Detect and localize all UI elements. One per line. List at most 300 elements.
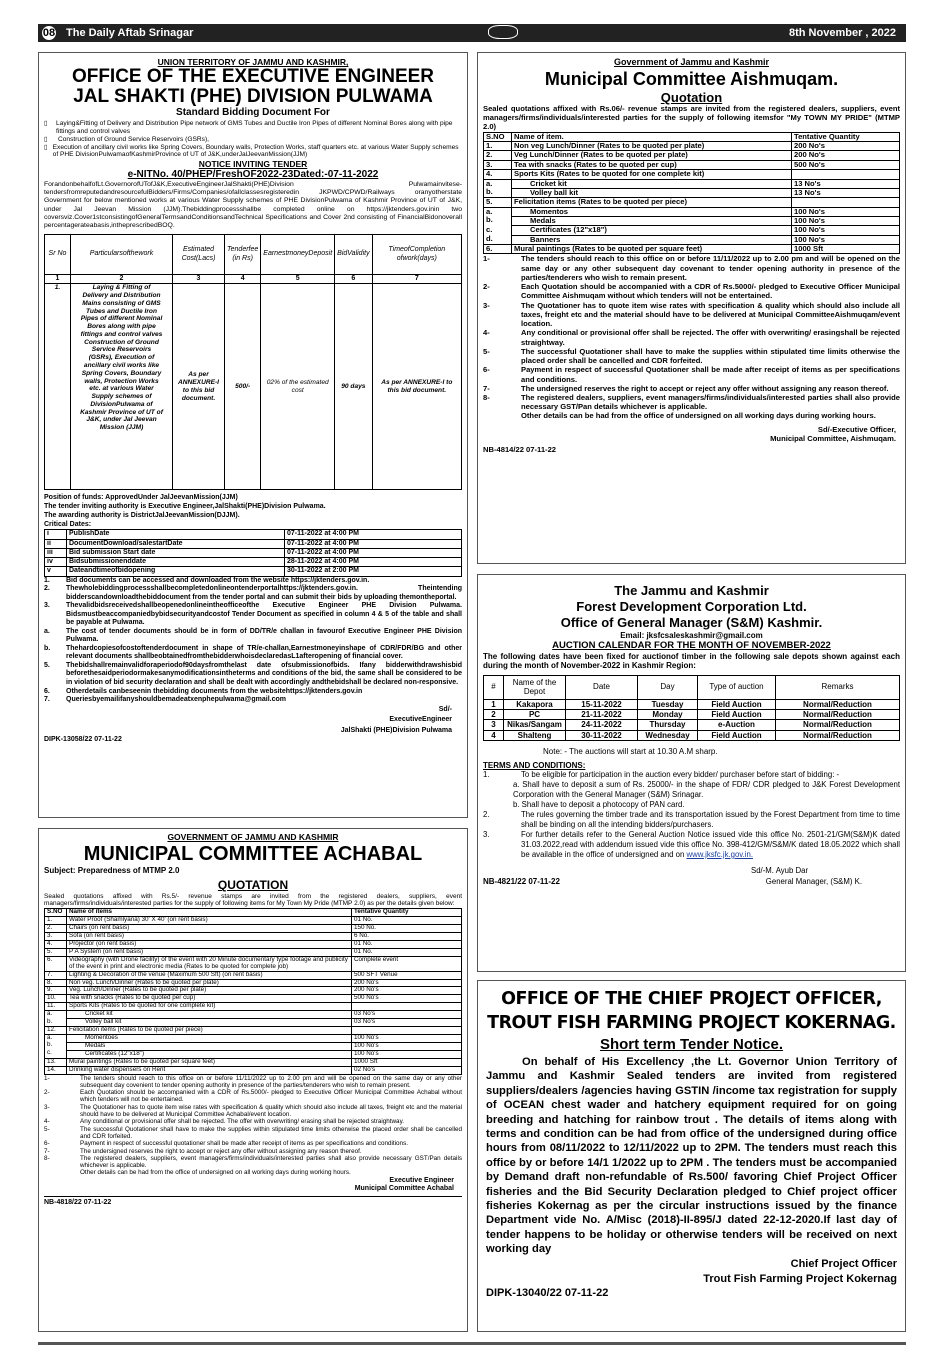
item-num: 5. (45, 948, 67, 956)
cond-num: b. (44, 644, 51, 652)
condition-item (483, 384, 900, 393)
item-name: Medals (67, 1042, 352, 1050)
item-num: 11. (45, 1003, 67, 1011)
item-row (484, 170, 900, 179)
cell-validity: 90 days (335, 284, 372, 490)
auction-cell: e-Auction (698, 720, 776, 730)
item-num: 3. (45, 932, 67, 940)
item-name: Momentoes (67, 1034, 352, 1042)
item-name: Felicitation items (Rates to be quoted per piece) (512, 198, 792, 207)
item-name: Volley ball kit (512, 188, 792, 197)
date-value: 30-11-2022 at 2:00 PM (285, 567, 462, 576)
cond-text: Payment in respect of successful Quotationer shall be made after receipt of items as per specifications and conditions. (521, 365, 900, 384)
auction-cell: 15-11-2022 (566, 699, 638, 709)
aishmuqam-title: Municipal Committee Aishmuqam. (544, 68, 839, 89)
critical-dates-table (44, 529, 462, 576)
item-name: Cricket kit (67, 1011, 352, 1019)
auction-cell: 3 (484, 720, 504, 730)
auction-cell: 24-11-2022 (566, 720, 638, 730)
auction-cell: Thursday (638, 720, 698, 730)
sign-line: Sd/-Executive Officer, (817, 425, 896, 435)
bottom-rule (38, 1342, 906, 1345)
col-header: S.NO (45, 909, 67, 917)
item-num: a. (484, 179, 512, 188)
auction-row (484, 699, 900, 709)
cond-text: The undersigned reserves the right to accept or reject any offer without assigning any reason thereof. (521, 383, 889, 393)
auction-cell: Normal/Reduction (776, 720, 900, 730)
trout-title-1: OFFICE OF THE CHIEF PROJECT OFFICER, (501, 989, 882, 1009)
date-value: 28-11-2022 at 4:00 PM (285, 558, 462, 567)
item-num: a. (45, 1034, 67, 1042)
condition-item (44, 1089, 462, 1104)
cell-emd: 02% of the estimated cost (261, 284, 335, 490)
item-name: Sofa (on rent basis) (67, 932, 352, 940)
col-number: 2 (71, 275, 173, 284)
cond-text: Payment in respect of successful quotationer shall be made after receipt of items as per specifications and conditions. (80, 1140, 408, 1148)
item-num: 2. (45, 925, 67, 933)
cond-num: 8- (483, 393, 490, 403)
achabal-gov: GOVERNMENT OF JAMMU AND KASHMIR (167, 832, 339, 842)
sign-line: Executive Engineer (389, 1176, 454, 1184)
cond-num: 2. (483, 810, 490, 820)
condition-item (44, 1155, 462, 1170)
auction-cell: PC (504, 709, 566, 719)
cond-num: 6. (44, 687, 50, 695)
issue-date: 8th November , 2022 (789, 26, 896, 39)
item-name: Cricket kit (512, 179, 792, 188)
cond-num: 3. (483, 829, 490, 839)
auction-cell: 1 (484, 699, 504, 709)
auction-cell: Monday (638, 709, 698, 719)
cond-num: 8- (44, 1154, 50, 1162)
cond-num: 1- (483, 254, 490, 264)
sign-line: Sd/-M. Ayub Dar (751, 865, 809, 875)
cond-num: 2. (44, 585, 50, 593)
trout-title-2: TROUT FISH FARMING PROJECT KOKERNAG. (487, 1013, 896, 1033)
item-name: Tea with snacks (Rates to be quoted per cup) (512, 160, 792, 169)
phe-ref: DIPK-13058/22 07-11-22 (44, 736, 122, 744)
col-header: Name of item. (512, 132, 792, 141)
sign-line: Chief Project Officer (790, 1257, 897, 1270)
auction-table (483, 675, 900, 742)
item-qty: 500 No's (792, 160, 900, 169)
item-name: Medals (512, 216, 792, 225)
item-qty: 100 No's (792, 216, 900, 225)
item-num: 3. (484, 160, 512, 169)
forest-ref: NB-4821/22 07-11-22 (483, 876, 560, 886)
aishmuqam-other: Other details can be had from the office of undersigned on all working days during working hours. (521, 410, 876, 420)
item-num: 4. (45, 940, 67, 948)
forest-email: Email: jksfcsaleskashmir@gmail.com (620, 631, 763, 640)
date-label: Bidsubmissionenddate (67, 558, 285, 567)
cell-particulars: Laying & Fitting of Delivery and Distribution Mains consisting of GMS Tubes and Ductile Iron Pipes of different Nominal Bores along with pipe fittings and control valves Construction of Ground Service Reservoirs (GSRs), Execution of ancillary civil works like Spring Covers, Boundary walls, Protection Works etc. at various Water Supply schemes of DivisionPulwama of Kashmir Province of UT of J&K, under Jal Jeevan Mission (JJM) (71, 284, 173, 490)
auction-row (484, 709, 900, 719)
item-name: Water Proof (Shamlyana) 30' X 40' (on rent basis) (67, 917, 352, 925)
item-qty: 02 No's (352, 1066, 462, 1074)
item-qty: 03 No's (352, 1019, 462, 1027)
item-row (45, 1034, 462, 1042)
cond-num: 4- (44, 1118, 50, 1126)
auction-cell: Field Auction (698, 709, 776, 719)
auction-cell: Kakapora (504, 699, 566, 709)
col-header: Tentative Quantity (352, 909, 462, 917)
date-label: PublishDate (67, 530, 285, 539)
col-header: Remarks (776, 675, 900, 699)
condition-item (483, 282, 900, 301)
cond-num: 7. (44, 696, 50, 704)
item-name: Momentos (512, 207, 792, 216)
achabal-items-table (44, 908, 462, 1074)
awarding-authority: The awarding authority is DistrictJalJeevanMission(DJJM). (44, 511, 240, 519)
achabal-quotation-label: QUOTATION (217, 878, 289, 893)
col-number: 1 (45, 275, 71, 284)
date-value: 07-11-2022 at 4:00 PM (285, 548, 462, 557)
cond-text: Otherdetails canbeseenin thebidding documents from the websitehttps://jktenders.gov.in (66, 687, 363, 695)
condition-item (44, 1140, 462, 1147)
item-name: Mural paintings (Rates to be quoted per square feet) (512, 244, 792, 253)
col-header: Estimated Cost(Lacs) (173, 235, 225, 275)
auction-cell: 2 (484, 709, 504, 719)
col-number: 5 (261, 275, 335, 284)
date-value: 07-11-2022 at 4:00 PM (285, 539, 462, 548)
phe-pulwama-tender-ad (38, 52, 468, 818)
item-num: 8. (45, 979, 67, 987)
date-row (45, 548, 462, 557)
condition-item (483, 365, 900, 384)
date-index: i (45, 530, 67, 539)
item-name: Veg Lunch/Dinner (Rates to be quoted per plate) (512, 151, 792, 160)
item-qty: 6 No. (352, 932, 462, 940)
date-label: Bid submission Start date (67, 548, 285, 557)
item-num: c. (45, 1050, 67, 1058)
cond-text: The tenders should reach to this office on or before 11/11/2022 up to 2.00 pm and will be opened on the same day or any other subsequent day covenant to tender opening authority in presence of the parties/tenderers who wish to remain present. (521, 254, 900, 282)
item-row (484, 151, 900, 160)
sign-line: JalShakti (PHE)Division Pulwama (340, 726, 452, 734)
auction-cell: 4 (484, 730, 504, 740)
col-header: S.NO (484, 132, 512, 141)
date-row (45, 567, 462, 576)
aishmuqam-signature (483, 426, 900, 444)
trout-title-3: Short term Tender Notice. (599, 1036, 784, 1053)
item-num: 1. (45, 917, 67, 925)
trout-body: On behalf of His Excellency ,the Lt. Governor Union Territory of Jammu and Kashmir Sealed tenders are invited from registered suppliers/dealers /agencies having GSTIN /income tax registration for supply of OCEAN chest wader and hatchery equipment required for on going breeding and hatching for rainbow trout . The details of items along with terms and condition can be had from office of the undersigned during office hours from 08/11/2022 to 12/11/2022 up to 2PM. The tenders must reach this office by or before 14/1 1/2022 up to 2PM . The tenders must be accompanied by Demand draft non-refundable of Rs.500/ favoring Chief Project Officer fisheries and the Bid Security Declaration pledged to Chief project officer fisheries Kokernag as per the circular instructions issued by the finance Department vide No. A/Misc (2018)-II-895/J dated 22-12-2020.If last day of tender happens to be holiday or otherwise tenders will be received on next working day (486, 1056, 897, 1256)
item-num: 7. (45, 971, 67, 979)
auction-cell: Normal/Reduction (776, 709, 900, 719)
item-qty: 01 No. (352, 948, 462, 956)
item-row (45, 1066, 462, 1074)
col-header: Tenderfee (in Rs) (225, 235, 261, 275)
cond-text: The registered dealers, suppliers, event managers/firms/individuals/interested parties shall also provide necessary GST/Pan details whichever is applicable. (80, 1154, 462, 1170)
cell-sr: 1. (45, 284, 71, 490)
item-qty: 500 SFT Venue (352, 971, 462, 979)
item-name: Drinking water dispensers on Rent (67, 1066, 352, 1074)
date-row (45, 539, 462, 548)
item-name: Veg. Lunch/Dinner (Rates to be quoted per plate) (67, 987, 352, 995)
item-name: Videography (with Drone facility) of the event with 20 Minute documentary type footage and publicity of the event in print and electronic media (Rates to be quoted for complete job) (67, 956, 352, 971)
date-label: Dateandtimeofbidopening (67, 567, 285, 576)
cond-num: 6- (44, 1140, 50, 1148)
item-name: Volley ball kit (67, 1019, 352, 1027)
item-name: Projector (on rent basis) (67, 940, 352, 948)
item-num: 2. (484, 151, 512, 160)
item-qty: 150 No. (352, 925, 462, 933)
works-table (44, 234, 462, 490)
date-index: iii (45, 548, 67, 557)
condition-item (483, 347, 900, 366)
date-label: DocumentDownload/salestartDate (67, 539, 285, 548)
achabal-title: MUNICIPAL COMMITTEE ACHABAL (83, 843, 423, 866)
sign-line: Municipal Committee Achabal (354, 1185, 454, 1193)
item-row (484, 179, 900, 188)
item-qty: 500 No's (352, 995, 462, 1003)
item-num: a. (45, 1011, 67, 1019)
auction-calendar-title: AUCTION CALENDAR FOR THE MONTH OF NOVEMBER-2022 (552, 640, 831, 652)
item-name: Certificates (12"x18") (512, 226, 792, 235)
item-name: Sports Kits (Rates to be quoted for one complete kit) (67, 1003, 352, 1011)
cond-num: 1. (483, 770, 490, 780)
item-num: b. (484, 216, 512, 225)
cond-text: Queriesbyemailifanyshouldbemadeatxenphepulwama@gmail.com (66, 696, 287, 704)
cond-text: For further details refer to the General Auction Notice issued vide this office No. 2501-21/GM(S&M)K dated 31.03.2022,read with addendum issued vide this office No. 398-412/GM/S&M/K dated 18.05.2022 which shall be available in the office of undersigned and on (521, 829, 900, 859)
col-number: 4 (225, 275, 261, 284)
cond-num: a. (44, 627, 50, 635)
aishmuqam-items-table (483, 132, 900, 254)
item-qty: 100 No's (352, 1050, 462, 1058)
bullet-item: Laying&Fitting of Delivery and Distribution Pipe network of GMS Tubes and Ductile Iron Pipes of different Nominal Bores along with pipe fittings and control valves (56, 119, 453, 135)
jksfc-website-link[interactable]: www.jksfc.jk.gov.in. (686, 849, 754, 859)
col-header: TimeofCompletion ofwork(days) (372, 235, 461, 275)
item-qty: 13 No's (792, 179, 900, 188)
condition-item (44, 1118, 462, 1125)
item-qty: 200 No's (352, 987, 462, 995)
aishmuqam-conditions (483, 254, 900, 411)
cond-num: 2- (44, 1089, 50, 1097)
cond-text: The undersigned reserves the right to accept or reject any offer without assigning any reason thereof. (80, 1147, 362, 1155)
item-qty: 100 No's (792, 207, 900, 216)
cond-num: 7- (44, 1147, 50, 1155)
item-name: Non veg Lunch/Dinner (Rates to be quoted per plate) (512, 142, 792, 151)
critical-dates-label: Critical Dates: (44, 520, 92, 528)
item-num: 14. (45, 1066, 67, 1074)
cond-num: 5- (44, 1125, 50, 1133)
condition-item (44, 1148, 462, 1155)
item-qty: 1000 Sft (792, 244, 900, 253)
date-index: iv (45, 558, 67, 567)
condition-item (44, 1126, 462, 1141)
item-qty: 100 No's (352, 1042, 462, 1050)
item-num: b. (484, 188, 512, 197)
cond-num: 6- (483, 365, 490, 375)
col-header: Sr No (45, 235, 71, 275)
item-num: b. (45, 1019, 67, 1027)
col-header: Name of the Depot (504, 675, 566, 699)
cond-text: To be eligible for participation in the auction every bidder/ purchaser before start of bidding: - (521, 770, 840, 780)
item-qty: Complete event (352, 956, 462, 971)
item-qty: 200 No's (792, 151, 900, 160)
auction-cell: Nikas/Sangam (504, 720, 566, 730)
auction-cell: Normal/Reduction (776, 699, 900, 709)
item-name: Sports Kits (Rates to be quoted for one complete kit) (512, 170, 792, 179)
cond-text: The cost of tender documents should be in form of DD/TR/e challan in favourof Executive Engineer PHE Division Pulwama. (66, 627, 462, 644)
condition-item (44, 1104, 462, 1119)
achabal-intro: Sealed quotations affixed with Rs.5/- revenue stamps are invited from the registered dealers, suppliers, event managers/firms/individuals/interested parties for the supply of following items for My Town My Pride (MTMP 2.0) as per the details given below: (44, 892, 462, 908)
date-value: 07-11-2022 at 4:00 PM (285, 530, 462, 539)
item-row (45, 956, 462, 971)
inviting-authority: The tender inviting authority is Executive Engineer,JalShakti(PHE)Division Pulwama. (44, 503, 326, 511)
item-name: Non veg. Lunch/Dinner (Rates to be quoted per plate) (67, 979, 352, 987)
auction-cell: Field Auction (698, 699, 776, 709)
item-row (484, 226, 900, 235)
cond-text: Any conditional or provisional offer shall be rejected. The offer with overwriting/ erasingshall be rejected straightway. (521, 328, 900, 347)
item-num: 4. (484, 170, 512, 179)
cond-num: 3- (44, 1103, 50, 1111)
cond-text: The tenders should reach to this office on or before 11/11/2022 up to 2.00 pm and will be opened on the same day or any other subsequent day covenient to tender opening authority in presence of the parties/tenderers who wish to remain present. (80, 1074, 462, 1089)
item-qty: 01 No. (352, 917, 462, 925)
cond-text: The successful Quotationer shall have to make the supplies within stipulated time limits otherwise the placed order shall be cancelled and CDR forfeited. (80, 1125, 462, 1140)
cond-text: The successful Quotationer shall have to make the supplies within stipulated time limits otherwise the placed order shall be cancelled and CDR forfeited. (521, 346, 900, 366)
item-qty: 100 No's (792, 226, 900, 235)
item-name: Mural paintings (Rates to be quoted per square feet) (67, 1058, 352, 1066)
item-name: Chairs (on rent basis) (67, 925, 352, 933)
newspaper-name: The Daily Aftab Srinagar (66, 26, 194, 39)
ut-heading: UNION TERRITORY OF JAMMU AND KASHMIR, (157, 57, 349, 67)
cond-text: Each Quotation should be accompanied with a CDR of Rs.5000/- pledged to Executive Officer Municipal Committee Achabal without which tenders will not be entertained. (80, 1089, 462, 1104)
forest-title-3: Office of General Manager (S&M) Kashmir. (560, 615, 823, 630)
auction-cell: Shalteng (504, 730, 566, 740)
item-num: d. (484, 235, 512, 244)
cond-num: 5- (483, 346, 490, 356)
nit-number: e-NITNo. 40/PHEP/FreshOF2022-23Dated:-07-11-2022 (127, 169, 379, 181)
item-qty: 200 No's (792, 142, 900, 151)
auction-cell: Field Auction (698, 730, 776, 740)
item-num: 6. (484, 244, 512, 253)
item-name: Felicitation items (Rates to be quoted per piece) (67, 1027, 352, 1035)
item-qty: 100 No's (792, 235, 900, 244)
funds-line: Position of funds: ApprovedUnder JalJeevanMission(JJM) (44, 494, 238, 502)
condition-item (483, 254, 900, 282)
item-num: 9. (45, 987, 67, 995)
jkfdc-auction-ad (477, 574, 906, 972)
achabal-conditions (44, 1075, 462, 1170)
item-name: Certificates (12"x18") (67, 1050, 352, 1058)
cell-cost: As per ANNEXURE-I to this bid document. (173, 284, 225, 490)
cell-time: As per ANNEXURE-I to this bid document. (372, 284, 461, 490)
newspaper-header (38, 24, 906, 42)
trout-signature (486, 1257, 897, 1287)
standard-bidding: Standard Bidding Document For (176, 107, 330, 119)
achabal-signature (44, 1177, 462, 1194)
col-number: 6 (335, 275, 372, 284)
item-num: 12. (45, 1027, 67, 1035)
item-row (484, 198, 900, 207)
item-qty (792, 170, 900, 179)
cond-num: 3- (483, 300, 490, 310)
work-bullets: ▯ Laying&Fitting of Delivery and Distribution Pipe network of GMS Tubes and Ductile Iron Pipes of different Nominal Bores along with pipe fittings and control valves ▯ Construction of Ground Service Reservoirs (GSRs), ▯ Execution of ancillary civil works like Spring Covers, Boundary walls, Protection Works, staff quarters etc. at various Water Supply schemes of PHE DivisionPulwamaofKashmirProvince of UT of J&K,underJalJeevanMission(JJM) (44, 120, 462, 160)
cond-num: 4- (483, 328, 490, 338)
cond-text: Bid documents can be accessed and downloaded from the website https://jktenders.gov.in. (66, 576, 370, 584)
cond-num: 3. (44, 602, 50, 610)
trout-ref: DIPK-13040/22 07-11-22 (486, 1286, 609, 1299)
cond-sub: b. Shall have to deposit a photocopy of PAN card. (513, 800, 685, 810)
phe-signature (44, 705, 462, 737)
item-num: 5. (484, 198, 512, 207)
date-row (45, 558, 462, 567)
item-row (484, 244, 900, 253)
col-number: 7 (372, 275, 461, 284)
notice-heading: NOTICE INVITING TENDER (198, 159, 308, 170)
col-header: Date (566, 675, 638, 699)
condition-item (483, 328, 900, 347)
item-num: 6. (45, 956, 67, 971)
col-header: Type of auction (698, 675, 776, 699)
item-name: Lighting & Decoration of the venue (Maximum 500 Sft) (on rent basis) (67, 971, 352, 979)
col-header: Tentative Quantity (792, 132, 900, 141)
cond-text: The rules governing the timber trade and its transportation issued by the Forest Department from time to time shall be binding on all the intending bidders/purchasers. (521, 810, 900, 829)
sign-line: Municipal Committee, Aishmuqam. (770, 434, 896, 444)
item-num: c. (484, 226, 512, 235)
condition-item (483, 393, 900, 412)
item-num: 10. (45, 995, 67, 1003)
cond-text: The registered dealers, suppliers, event managers/firms/individuals/interested parties shall also provide necessary GST/Pan details whichever is applicable. (521, 393, 900, 412)
item-qty: 100 No's (352, 1034, 462, 1042)
auction-cell: Wednesday (638, 730, 698, 740)
date-row (45, 530, 462, 539)
achabal-quotation-ad (38, 828, 468, 1332)
terms-title: TERMS AND CONDITIONS: (483, 760, 586, 770)
item-num: b. (45, 1042, 67, 1050)
col-header: # (484, 675, 504, 699)
sign-line: General Manager, (S&M) K. (765, 876, 862, 886)
sign-line: ExecutiveEngineer (389, 716, 452, 724)
aishmuqam-quotation-ad (477, 52, 906, 564)
forest-intro: The following dates have been fixed for auctionof timber in the following sale depots shown against each during the month of November-2022 in Kashmir Region: (483, 651, 900, 671)
col-header: EarnestmoneyDeposit (261, 235, 335, 275)
bullet-item: Construction of Ground Service Reservoirs (GSRs), (58, 135, 209, 143)
cond-num: 2- (483, 282, 490, 292)
achabal-ref: NB-4818/22 07-11-22 (44, 1196, 462, 1207)
phe-conditions (44, 577, 462, 705)
forest-signature (483, 866, 900, 877)
cell-fee: 500/- (225, 284, 261, 490)
condition-item (44, 1075, 462, 1090)
item-qty: 200 No's (352, 979, 462, 987)
item-name: Banners (512, 235, 792, 244)
auction-cell: 21-11-2022 (566, 709, 638, 719)
item-num: 13. (45, 1058, 67, 1066)
aishmuqam-intro: Sealed quotations affixed with Rs.06/- revenue stamps are invited from the registered dealers, suppliers, event managers/firms/individuals/interested parties for the supply of following itemsfor "My TOWN MY PRIDE" (MTMP 2.0) (483, 103, 900, 131)
page-number: 08 (40, 24, 58, 42)
item-qty: 03 No's (352, 1011, 462, 1019)
item-num: 1. (484, 142, 512, 151)
col-header: BidValidity (335, 235, 372, 275)
intro-text: ForandonbehalfofLt.GovernorofUTofJ&K,ExecutiveEngineerJalShakti(PHE)Division Pulwamainvitese-tendersfromreputedandresourcefulBidders/Firms/Companies/ofallclassesregisteredin JKPWD/CPWD/Railways oranyotherstate Government for below mentioned works at various Water Supply schemes of PHE DivisionPulwama of Kashmir Province of UT of J&K, under Jal Jeevan Mission (JJM).Thebiddingprocessshallbe completed online on https://jktenders.gov.inin two coversviz.Cover1stconsistingofGeneralTermsandConditionsandTechnical Specifications and Cover 2nd consisting of FinancialBidonoverall percentagerateabasis,intheprescribedBOQ. (44, 181, 462, 229)
cond-text: The Quotationer has to quote item wise rates with specification & quality which should also include all taxes, freight etc and the material should have to be delivered at Municipal Committee Achabal/event location. (80, 1103, 462, 1119)
division-title: JAL SHAKTI (PHE) DIVISION PULWAMA (73, 86, 433, 108)
auction-cell: Tuesday (638, 699, 698, 709)
date-index: ii (45, 539, 67, 548)
col-number: 3 (173, 275, 225, 284)
col-header: Day (638, 675, 698, 699)
col-header: Particularsofthework (71, 235, 173, 275)
cond-num: 5. (44, 661, 50, 669)
cond-text: Each Quotation should be accompanied with a CDR of Rs.5000/- pledged to Executive Officer Municipal Committee Aishmuqam without which tenders will not be entertained. (521, 282, 900, 301)
bullet-item: Execution of ancillary civil works like Spring Covers, Boundary walls, Protection Works, staff quarters etc. at various Water Supply schemes of PHE DivisionPulwamaofKashmirProvince of UT of J&K,underJalJeevanMission(JJM) (52, 143, 459, 159)
cond-num: 7- (483, 383, 490, 393)
item-qty: 1000 Sft (352, 1058, 462, 1066)
condition-item (483, 301, 900, 329)
cond-num: 1. (44, 576, 50, 584)
sign-line: Sd/- (438, 705, 452, 713)
